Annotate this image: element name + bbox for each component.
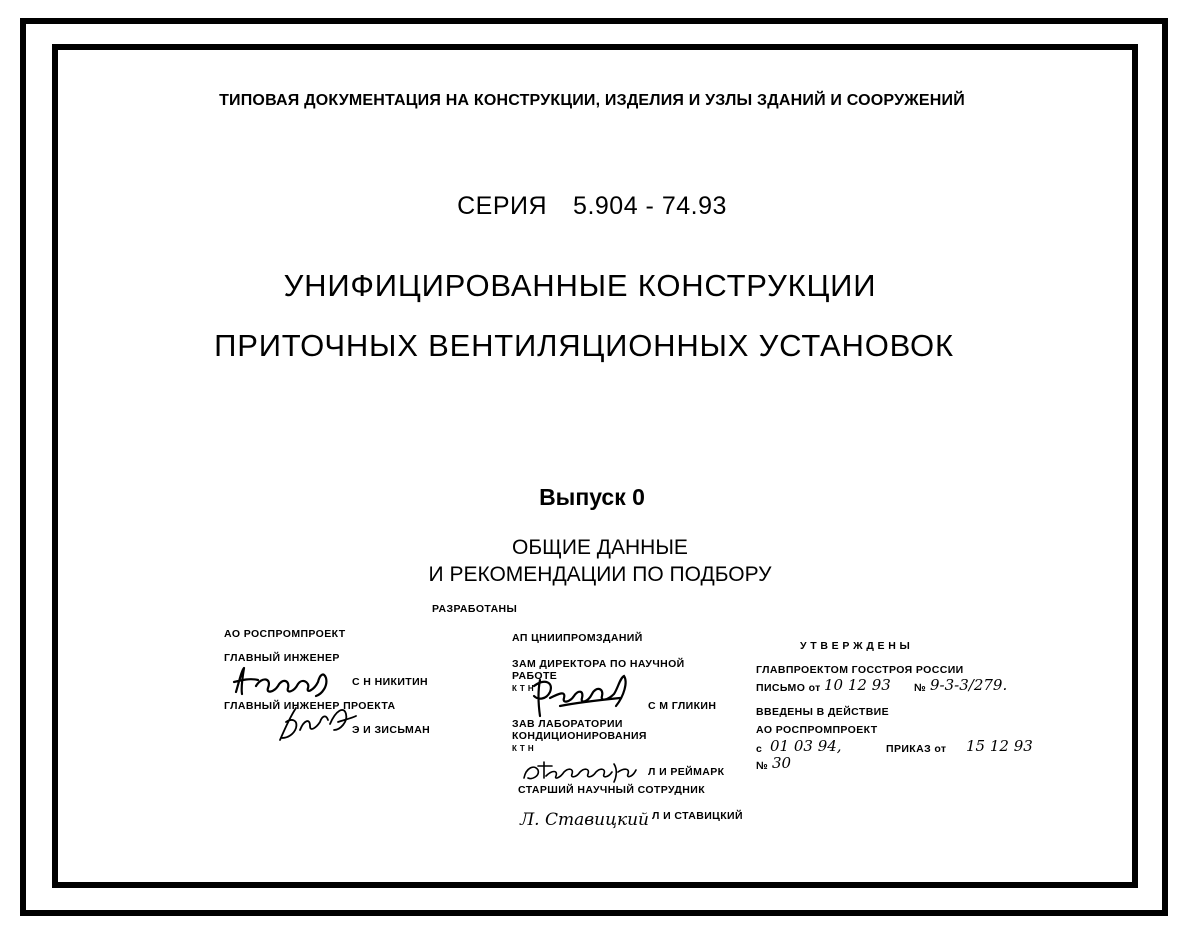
- approved-label: У Т В Е Р Ж Д Е Н Ы: [800, 640, 911, 652]
- org2-degree-2: К Т Н: [512, 744, 534, 753]
- org2-researcher-name: Л И СТАВИЦКИЙ: [652, 810, 743, 822]
- org2-deputy-title-2: РАБОТЕ: [512, 670, 558, 682]
- zisman-signature: [274, 700, 360, 746]
- org1-project-engineer-name: Э И ЗИСЬМАН: [352, 724, 431, 736]
- issue-number: Выпуск 0: [539, 484, 645, 510]
- glikin-signature: [520, 672, 640, 722]
- org2-researcher-title: СТАРШИЙ НАУЧНЫЙ СОТРУДНИК: [518, 784, 706, 796]
- org1-project-engineer-title: ГЛАВНЫЙ ИНЖЕНЕР ПРОЕКТА: [224, 700, 396, 712]
- series-label: СЕРИЯ: [457, 192, 548, 220]
- developed-label: РАЗРАБОТАНЫ: [432, 603, 518, 615]
- approved-letter-no-label: №: [914, 682, 927, 694]
- approved-letter-date: 10 12 93: [824, 676, 891, 694]
- series-number: 5.904 - 74.93: [573, 192, 727, 220]
- org1-chief-engineer-name: С Н НИКИТИН: [352, 676, 429, 688]
- org2-deputy-title-1: ЗАМ ДИРЕКТОРА ПО НАУЧНОЙ: [512, 658, 685, 670]
- approved-line-1: ГЛАВПРОЕКТОМ ГОССТРОЯ РОССИИ: [756, 664, 964, 676]
- org2-degree-1: К Т Н: [512, 684, 534, 693]
- approved-order-no-label: №: [756, 760, 769, 772]
- approved-from-date: 01 03 94,: [770, 737, 842, 755]
- title-line-1: УНИФИЦИРОВАННЫЕ КОНСТРУКЦИИ: [283, 268, 877, 303]
- subtitle-line-2: И РЕКОМЕНДАЦИИ ПО ПОДБОРУ: [428, 563, 772, 586]
- approved-effective-label: ВВЕДЕНЫ В ДЕЙСТВИЕ: [756, 706, 890, 718]
- org2-researcher-handwritten: Л. Ставицкий: [520, 810, 650, 830]
- org2-lab-head-title-1: ЗАВ ЛАБОРАТОРИИ: [512, 718, 623, 730]
- org2-name: АП ЦНИИПРОМЗДАНИЙ: [512, 632, 643, 644]
- title-line-2: ПРИТОЧНЫХ ВЕНТИЛЯЦИОННЫХ УСТАНОВОК: [214, 328, 954, 363]
- org1-chief-engineer-title: ГЛАВНЫЙ ИНЖЕНЕР: [224, 652, 340, 664]
- org2-lab-head-name: Л И РЕЙМАРК: [648, 766, 725, 778]
- nikitin-signature: [232, 664, 344, 700]
- approved-order-no: 30: [772, 754, 792, 772]
- approved-letter-no: 9-3-3/279.: [930, 676, 1008, 694]
- subtitle-line-1: ОБЩИЕ ДАННЫЕ: [512, 536, 688, 559]
- approved-effective-by: АО РОСПРОМПРОЕКТ: [756, 724, 878, 736]
- org2-deputy-name: С М ГЛИКИН: [648, 700, 717, 712]
- org1-name: АО РОСПРОМПРОЕКТ: [224, 628, 346, 640]
- org2-lab-head-title-2: КОНДИЦИОНИРОВАНИЯ: [512, 730, 647, 742]
- approved-order-label: ПРИКАЗ от: [886, 743, 947, 755]
- approved-letter-label: ПИСЬМО от: [756, 682, 821, 694]
- approved-order-date: 15 12 93: [966, 737, 1033, 755]
- approved-from-label: с: [756, 743, 763, 755]
- document-header: ТИПОВАЯ ДОКУМЕНТАЦИЯ НА КОНСТРУКЦИИ, ИЗДЕЛИЯ И УЗЛЫ ЗДАНИЙ И СООРУЖЕНИЙ: [219, 92, 965, 109]
- series-line: [0, 192, 1184, 221]
